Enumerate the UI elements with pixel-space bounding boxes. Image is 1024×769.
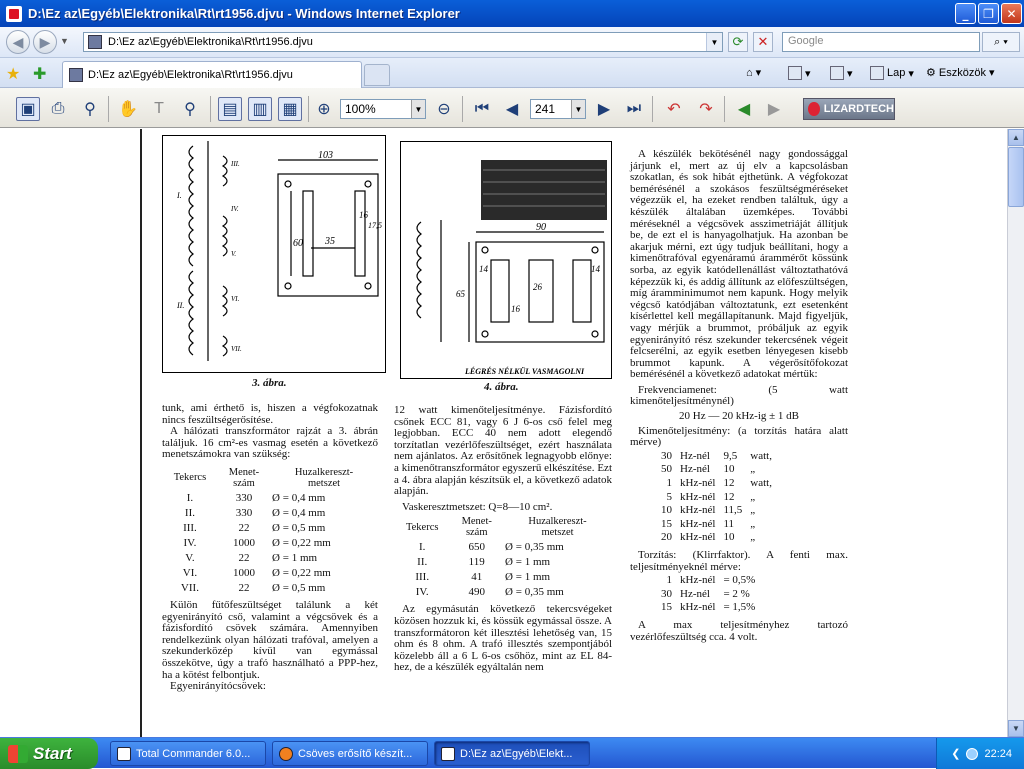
save-icon: ▣ <box>20 101 36 118</box>
col1-th-0: Tekercs <box>173 472 207 484</box>
col3-power-table <box>656 449 777 546</box>
table-row: 15 kHz-nél 11 „ <box>661 517 756 530</box>
col2-para2: Az egymásután következő tekercsvégeket közösen hozzuk ki, és kössük egymással össze. A transzformátoron két illesztési lehetőség van, 15 ohm és 8 ohm. A trafó illesztés szempontjából közelebb áll a 6 L 6-os csőhöz, mint az EL 84-hez, de a készülék egyáltalán nem <box>394 603 612 674</box>
ie-task-icon <box>441 747 455 761</box>
table-row: I. 330 Ø = 0,4 mm <box>186 491 326 504</box>
new-tab-button[interactable] <box>364 64 390 86</box>
col1-para4: Egyenirányítócsövek: <box>170 680 266 693</box>
refresh-button[interactable] <box>728 32 748 52</box>
system-tray <box>936 738 1024 769</box>
table-row: V. 22 Ø = 1 mm <box>185 551 318 564</box>
table-row: 1 kHz-nél 12 watt, <box>666 477 772 490</box>
document-page <box>140 129 872 737</box>
col1-table <box>162 467 378 596</box>
tools-menu-label: Eszközök <box>938 66 986 79</box>
printer-icon: ⎙ <box>51 100 65 117</box>
last-page-icon: ⏭ <box>626 100 642 117</box>
address-dropdown-icon[interactable]: ▼ <box>706 33 722 51</box>
col3-dist-label: Torzítás: (Klirrfaktor). A fenti max. teljesítményeknél mérve: <box>630 549 848 573</box>
favorites-star-icon[interactable]: ★ <box>6 66 21 83</box>
fig3-dim-window: 35 <box>325 236 335 247</box>
task-internet-explorer[interactable] <box>434 741 590 766</box>
djvu-toolbar <box>0 88 1024 128</box>
prev-page-icon: ◀ <box>505 101 519 118</box>
task-label: D:\Ez az\Egyéb\Elekt... <box>460 747 573 760</box>
col3-power-label: Kimenőteljesítmény: (a torzítás határa alatt mérve) <box>630 424 848 449</box>
windows-flag-icon <box>8 745 28 763</box>
fit-width-button[interactable] <box>248 97 272 121</box>
fit-page-button[interactable] <box>218 97 242 121</box>
table-row: 1 kHz-nél = 0,5% <box>666 574 756 587</box>
history-back-button[interactable] <box>732 97 756 121</box>
fig3-label-6: VI. <box>231 295 240 303</box>
stop-button[interactable] <box>753 32 773 52</box>
first-page-button[interactable] <box>470 97 494 121</box>
table-row: VI. 1000 Ø = 0,22 mm <box>182 566 331 579</box>
col1-th-1: Menet- szám <box>228 466 260 489</box>
first-page-icon: ⏮ <box>474 100 490 117</box>
firefox-icon <box>279 747 293 761</box>
print-button[interactable]: ▾ <box>830 66 853 80</box>
page-menu-label: Lap <box>887 67 906 79</box>
col2-th-2: Huzalkereszt- metszet <box>528 516 587 539</box>
lizardtech-logo[interactable] <box>803 98 895 120</box>
actual-size-icon: ▦ <box>282 101 298 118</box>
history-forward-icon: ▶ <box>767 101 781 118</box>
scroll-down-button[interactable]: ▼ <box>1008 720 1024 737</box>
fig3-label-1: I. <box>177 191 182 200</box>
col1-th-2: Huzalkereszt- metszet <box>294 466 354 489</box>
fig3-label-4: IV. <box>231 205 239 213</box>
col3-freq-value: 20 Hz — 20 kHz-ig ± 1 dB <box>679 410 799 423</box>
back-button[interactable] <box>6 30 30 54</box>
prev-page-button[interactable] <box>500 97 524 121</box>
refresh-icon: ⟳ <box>732 34 744 49</box>
fig3-label-2: II. <box>177 301 185 310</box>
table-row: 10 kHz-nél 11,5 „ <box>661 504 756 517</box>
forward-arrow-icon: ▶ <box>39 33 51 50</box>
fig3-label-3: III. <box>231 160 240 168</box>
start-label: Start <box>33 743 72 763</box>
table-row: 20 kHz-nél 10 „ <box>661 531 756 544</box>
print-doc-button[interactable] <box>46 97 70 121</box>
tray-expand-icon[interactable]: ❮ <box>951 748 961 760</box>
zoom-in-icon: ⊕ <box>317 101 331 118</box>
fig4-note: LÉGRÉS NÉLKÜL VASMAGOLNI <box>465 367 585 376</box>
add-favorites-icon[interactable]: ✚ <box>33 66 47 83</box>
feeds-icon <box>788 66 802 80</box>
zoom-tool-button[interactable] <box>178 97 202 121</box>
hand-tool-button[interactable] <box>116 97 140 121</box>
fit-width-icon: ▥ <box>252 101 268 118</box>
col3-para1: A készülék bekötésénél nagy gondossággal járjunk el, mert az új elv a kapcsolásban szokatlan, és sok hibát ejthetünk. A végfokozat bemérésénél a szokásos feszültségméréseket végezzük el, ha ezeket rendben találtuk, úgy a készülék általában üzemképes. További méréseknél a végcsövek asszimetriáját állítjuk be, de ezt el is hanyagolhatjuk. Ha azonban be akarjuk mérni, ezt úgy tudjuk beállítani, hogy a kimenőtrafóval egyenáramú árammérőt kössünk sorba, az egyik katódellenállást változtathatóvá képezzük ki, és addig állítunk az előfeszültségen, míg áramminimumot nem kapunk. Hogy melyik végcső katódjában változtatunk, ezt esetenként kísérlettel kell megállapítanunk. Majd figyeljük, vagy mérjük a brummot, próbáljuk az egyik egyenirányító rész szekunder tekercsének végeit felcserélni, az egyik esetben lényegesen kisebb brummot kapunk. A végerősítőfokozat bemérésénél a következő adatokat mértük: <box>630 148 848 381</box>
col1-para1: tunk, ami érthető is, hiszen a végfokozatnak nincs feszültségerősítése. <box>162 402 378 426</box>
zoom-out-button[interactable] <box>432 97 456 121</box>
table-row: III. 41 Ø = 1 mm <box>415 571 551 584</box>
page-number-select[interactable] <box>530 99 586 119</box>
figure-3-drawing <box>163 136 385 372</box>
fig3-label-5: V. <box>231 250 237 258</box>
rotate-left-button[interactable] <box>662 97 686 121</box>
tray-network-icon[interactable] <box>966 748 978 760</box>
page-number-value: 241 <box>535 102 556 116</box>
zoom-select[interactable] <box>340 99 426 119</box>
rotate-right-icon: ↷ <box>699 101 713 118</box>
col3-para-end: A max teljesítményhez tartozó vezérlőfeszültség cca. 4 volt. <box>630 618 848 643</box>
address-field[interactable] <box>83 32 723 52</box>
col2-core: Vaskeresztmetszet: Q=8—10 cm². <box>402 500 553 513</box>
next-page-icon: ▶ <box>597 101 611 118</box>
column-1 <box>162 403 378 693</box>
column-2 <box>394 405 612 674</box>
tab-label: D:\Ez az\Egyéb\Elektronika\Rt\rt1956.djvu <box>88 69 293 81</box>
address-url: D:\Ez az\Egyéb\Elektronika\Rt\rt1956.djvu <box>108 36 313 48</box>
tools-menu[interactable]: ⚙ Eszközök ▾ <box>926 66 995 79</box>
zoom-out-icon: ⊖ <box>437 101 451 118</box>
total-commander-icon <box>117 747 131 761</box>
fig4-dim-mid: 26 <box>533 282 542 292</box>
back-arrow-icon: ◀ <box>12 33 24 50</box>
page-dropdown-icon: ▼ <box>571 100 585 118</box>
column-3 <box>630 149 848 643</box>
table-row: VII. 22 Ø = 0,5 mm <box>180 581 326 594</box>
fig4-dim-bottom: 16 <box>511 304 520 314</box>
table-row: 50 Hz-nél 10 „ <box>661 463 756 476</box>
search-button[interactable] <box>982 32 1020 52</box>
col2-table <box>394 516 612 600</box>
table-row: 30 Hz-nél 9,5 watt, <box>661 449 772 462</box>
fig3-dim-leg: 16 <box>359 210 368 220</box>
search-icon: ⌕ ▾ <box>994 35 1008 48</box>
col2-th-1: Menet- szám <box>461 516 492 539</box>
binoculars-icon: ⚲ <box>84 101 96 118</box>
find-button[interactable] <box>78 97 102 121</box>
start-button[interactable] <box>0 738 98 769</box>
print-icon <box>830 66 844 80</box>
col2-th-0: Tekercs <box>405 521 439 533</box>
figure-4 <box>400 141 612 379</box>
last-page-button[interactable] <box>622 97 646 121</box>
task-label: Csöves erősítő készít... <box>298 747 413 760</box>
tab-active[interactable] <box>62 61 362 88</box>
fig3-dim-width: 103 <box>318 150 333 161</box>
vertical-scrollbar[interactable] <box>1007 129 1024 737</box>
taskbar <box>0 737 1024 768</box>
figure-4-caption: 4. ábra. <box>484 381 519 393</box>
home-button[interactable]: ⌂ ▾ <box>746 66 762 79</box>
text-select-button[interactable] <box>147 97 171 121</box>
col3-freq-label: Frekvenciamenet: (5 watt kimenőteljesítménynél) <box>630 383 848 408</box>
ie-logo-icon <box>6 6 22 22</box>
search-input[interactable]: Google <box>782 32 980 52</box>
recent-pages-dropdown[interactable]: ▼ <box>60 36 69 46</box>
maximize-button[interactable]: ❐ <box>978 3 999 24</box>
rotate-right-button[interactable] <box>694 97 718 121</box>
table-row: I. 650 Ø = 0,35 mm <box>418 541 564 554</box>
fig3-dim-height: 60 <box>293 238 303 249</box>
tab-bar <box>0 58 1024 88</box>
address-toolbar <box>0 27 1024 58</box>
history-forward-button[interactable] <box>762 97 786 121</box>
fig3-dim-side: 17,5 <box>368 221 382 230</box>
fig3-label-7: VII. <box>231 345 242 353</box>
tab-page-icon <box>69 68 83 82</box>
page-menu[interactable]: Lap ▾ <box>870 66 914 80</box>
table-row: II. 119 Ø = 1 mm <box>417 556 551 569</box>
close-button[interactable]: ✕ <box>1001 3 1022 24</box>
fig4-dim-height: 65 <box>456 289 465 299</box>
col2-para1: 12 watt kimenőteljesítménye. Fázisfordító csőnek ECC 81, vagy 6 J 6-os cső felel meg legjobban. ECC 40 nem adott elegendő torzítatlan vezérlőfeszültséget, ezért használata nem ajánlatos. Az erősítőnek legnagyobb előnye: a kimenőtranszformátor egyszerű elkészítése. Ezt a 4. ábra alapján készítsük el, a következő adatok alapján. <box>394 404 612 498</box>
col1-para2: A hálózati transzformátor rajzát a 3. ábrán találjuk. 16 cm²-es vasmag esetén a következő menetszámokra van szükség: <box>162 425 378 461</box>
fig4-dim-right: 14 <box>591 264 600 274</box>
col1-para3: Külön fűtőfeszültséget találunk a két egyenirányító cső, valamint a végcsövek és a fázisfordító csövek számára. Amennyiben rendelkezünk olyan hálózati trafóval, amelyen a szekunderközép kívül van egymással összekötve, úgy a trafó használható a PPP-hez, ha a kötést felbontjuk. <box>162 598 378 681</box>
save-button[interactable] <box>16 97 40 121</box>
window-title: D:\Ez az\Egyéb\Elektronika\Rt\rt1956.djvu - Windows Internet Explorer <box>28 6 460 21</box>
table-row: IV. 1000 Ø = 0,22 mm <box>183 536 331 549</box>
rotate-left-icon: ↶ <box>667 101 681 118</box>
minimize-button[interactable]: _ <box>955 3 976 24</box>
scroll-thumb[interactable] <box>1008 147 1024 207</box>
fig4-dim-left: 14 <box>479 264 488 274</box>
lizardtech-label: LIZARDTECH <box>823 103 894 115</box>
page-icon <box>88 35 102 49</box>
scroll-up-button[interactable]: ▲ <box>1008 129 1024 146</box>
text-select-icon: T <box>154 100 164 117</box>
next-page-button[interactable] <box>592 97 616 121</box>
table-row: 15 kHz-nél = 1,5% <box>661 601 756 614</box>
col3-dist-table <box>656 573 760 616</box>
figure-4-drawing <box>401 142 611 378</box>
zoom-dropdown-icon: ▼ <box>411 100 425 118</box>
actual-size-button[interactable] <box>278 97 302 121</box>
title-bar <box>0 0 1024 27</box>
table-row: II. 330 Ø = 0,4 mm <box>184 506 326 519</box>
hand-icon: ✋ <box>118 101 138 118</box>
table-row: 30 Hz-nél = 2 % <box>661 587 750 600</box>
fig4-dim-width: 90 <box>536 222 546 233</box>
zoom-value: 100% <box>345 102 376 116</box>
task-firefox[interactable] <box>272 741 428 766</box>
figure-3 <box>162 135 386 373</box>
table-row: 5 kHz-nél 12 „ <box>666 490 756 503</box>
stop-icon: ✕ <box>757 34 769 49</box>
figure-3-caption: 3. ábra. <box>252 377 287 389</box>
feeds-button[interactable]: ▾ <box>788 66 811 80</box>
home-icon: ⌂ <box>746 66 753 79</box>
page-menu-icon <box>870 66 884 80</box>
fit-page-icon: ▤ <box>222 101 238 118</box>
gear-icon: ⚙ <box>926 67 936 79</box>
task-total-commander[interactable] <box>110 741 266 766</box>
clock[interactable]: 22:24 <box>984 747 1012 760</box>
lizardtech-icon <box>808 102 820 116</box>
forward-button[interactable] <box>33 30 57 54</box>
history-back-icon: ◀ <box>737 101 751 118</box>
table-row: III. 22 Ø = 0,5 mm <box>183 521 326 534</box>
task-label: Total Commander 6.0... <box>136 747 251 760</box>
zoom-in-button[interactable] <box>312 97 336 121</box>
table-row: IV. 490 Ø = 0,35 mm <box>415 586 564 599</box>
magnifier-icon: ⚲ <box>184 101 196 118</box>
